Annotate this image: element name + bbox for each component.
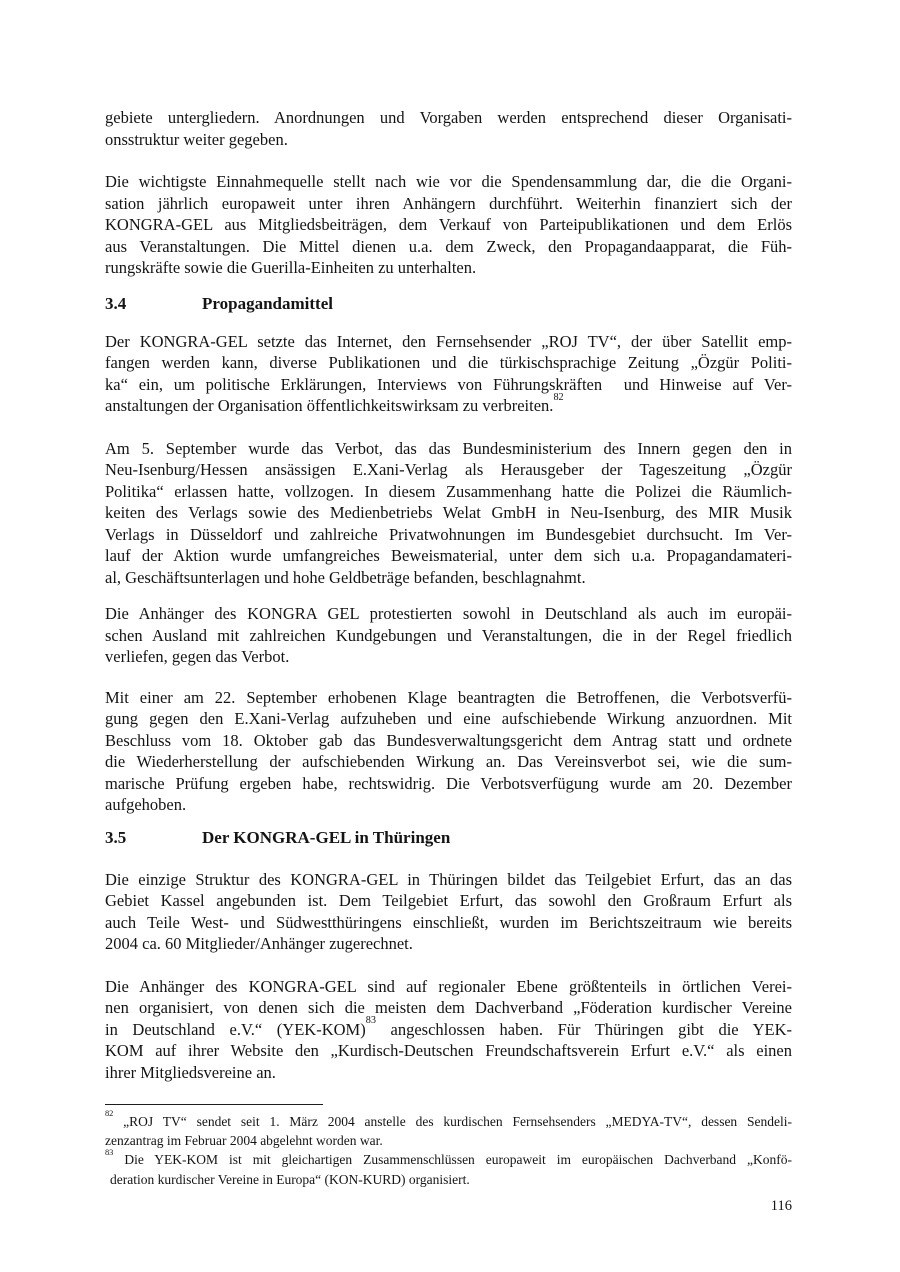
paragraph-continuation xyxy=(105,107,792,150)
section-heading-3-5 xyxy=(105,827,792,849)
text-line: Beschluss vom 18. Oktober gab das Bundesverwaltungsgericht dem Antrag statt und ordnete xyxy=(105,730,792,750)
text-line: ka“ ein, um politische Erklärungen, Interviews von Führungskräften und Hinweise auf Ver- xyxy=(105,374,792,394)
footnote-number: 83 xyxy=(105,1147,114,1157)
footnote-ref-83: 83 xyxy=(365,1015,376,1027)
paragraph-vereine xyxy=(105,976,792,1084)
paragraph-verbot xyxy=(105,438,792,589)
text-line: aus Veranstaltungen. Die Mittel dienen u.a. dem Zweck, den Propagandaapparat, die Füh- xyxy=(105,236,792,256)
footnote-82 xyxy=(105,1109,792,1150)
text-line: ihrer Mitgliedsvereine an. xyxy=(105,1062,276,1082)
paragraph-thueringen xyxy=(105,869,792,955)
text-line: marische Prüfung ergeben habe, rechtswidrig. Die Verbotsverfügung wurde am 20. Dezember xyxy=(105,773,792,793)
section-title: Der KONGRA-GEL in Thüringen xyxy=(202,827,451,847)
section-number: 3.5 xyxy=(105,827,127,847)
footnote-line: deration kurdischer Vereine in Europa“ (KON-KURD) organisiert. xyxy=(110,1171,470,1187)
paragraph-klage xyxy=(105,687,792,816)
text-line: Der KONGRA-GEL setzte das Internet, den Fernsehsender „ROJ TV“, der über Satellit emp- xyxy=(105,331,792,351)
footnote-line xyxy=(105,1147,792,1169)
text-line: nen organisiert, von denen sich die meisten dem Dachverband „Föderation kurdischer Vereine xyxy=(105,998,792,1017)
text-line: fangen werden kann, diverse Publikationen und die türkischsprachige Zeitung „Özgür Politi- xyxy=(105,353,792,372)
footnotes-section xyxy=(105,1109,792,1189)
line-text: angeschlossen haben. Für Thüringen gibt die YEK- xyxy=(375,1019,792,1039)
text-line: Die Anhänger des KONGRA GEL protestierten sowohl in Deutschland als auch im europäi- xyxy=(105,604,792,623)
text-line: keiten des Verlags sowie des Medienbetriebs Welat GmbH in Neu-Isenburg, des MIR Musik xyxy=(105,503,792,522)
text-line: schen Ausland mit zahlreichen Kundgebungen und Veranstaltungen, die in der Regel friedlich xyxy=(105,625,792,645)
text-line: sation jährlich europaweit unter ihren Anhängern durchführt. Weiterhin finanziert sich der xyxy=(105,193,792,213)
line-text: anstaltungen der Organisation öffentlichkeitswirksam zu verbreiten. xyxy=(105,396,554,415)
text-line: auch Teile West- und Südwestthüringens einschließt, wurden im Berichtszeitraum wie bereits xyxy=(105,912,792,932)
text-line: die Wiederherstellung der aufschiebenden Wirkung an. Das Vereinsverbot sei, wie die sum- xyxy=(105,752,792,771)
text-line: KONGRA-GEL aus Mitgliedsbeiträgen, dem Verkauf von Parteipublikationen und dem Erlös xyxy=(105,215,792,234)
text-line: onsstruktur weiter gegeben. xyxy=(105,129,288,149)
text-line: Die einzige Struktur des KONGRA-GEL in Thüringen bildet das Teilgebiet Erfurt, das an das xyxy=(105,869,792,889)
footnote-line: zenzantrag im Februar 2004 abgelehnt worden war. xyxy=(105,1133,383,1149)
text-line: gung gegen den E.Xani-Verlag aufzuheben und eine aufschiebende Wirkung anzuordnen. Mit xyxy=(105,709,792,728)
text-line: lauf der Aktion wurde umfangreiches Beweismaterial, unter dem sich u.a. Propagandamateri- xyxy=(105,546,792,565)
paragraph-lines xyxy=(105,1040,792,1083)
footnote-text: Die YEK-KOM ist mit gleichartigen Zusammenschlüssen europaweit im europäischen Dachverband „Konfö- xyxy=(113,1152,792,1168)
footnote-line xyxy=(105,1109,792,1131)
text-line: Die wichtigste Einnahmequelle stellt nach wie vor die Spendensammlung dar, die die Organi- xyxy=(105,172,792,191)
text-line: Die Anhänger des KONGRA-GEL sind auf regionaler Ebene größtenteils in örtlichen Verei- xyxy=(105,976,792,996)
section-number: 3.4 xyxy=(105,293,127,313)
footnote-separator xyxy=(105,1104,323,1105)
section-title: Propagandamittel xyxy=(202,293,333,313)
paragraph-funding xyxy=(105,171,792,279)
text-line: Gebiet Kassel angebunden ist. Dem Teilgebiet Erfurt, das sowohl den Großraum Erfurt als xyxy=(105,891,792,910)
text-line: aufgehoben. xyxy=(105,795,187,814)
paragraph-propaganda xyxy=(105,331,792,417)
text-line: KOM auf ihrer Website den „Kurdisch-Deutschen Freundschaftsverein Erfurt e.V.“ als einen xyxy=(105,1041,792,1060)
text-line: Mit einer am 22. September erhobenen Klage beantragten die Betroffenen, die Verbotsverfü- xyxy=(105,687,792,707)
text-line: Am 5. September wurde das Verbot, das das Bundesministerium des Innern gegen den in xyxy=(105,438,792,458)
paragraph-lines xyxy=(105,976,792,1019)
text-line: Neu-Isenburg/Hessen ansässigen E.Xani-Verlag als Herausgeber der Tageszeitung „Özgür xyxy=(105,460,792,479)
paragraph-lines xyxy=(105,331,792,396)
paragraph-proteste xyxy=(105,603,792,668)
text-line: Politika“ erlassen hatte, vollzogen. In diesem Zusammenhang hatte die Polizei die Räumlich- xyxy=(105,481,792,501)
page-number: 116 xyxy=(770,1197,792,1214)
line-text: in Deutschland e.V.“ (YEK-KOM) xyxy=(105,1019,366,1039)
footnote-text: „ROJ TV“ sendet seit 1. März 2004 anstelle des kurdischen Fernsehsenders „MEDYA-TV“, dessen Sendeli- xyxy=(113,1114,792,1129)
footnote-ref-82: 82 xyxy=(553,391,564,403)
text-line: al, Geschäftsunterlagen und hohe Geldbeträge befanden, beschlagnahmt. xyxy=(105,567,586,587)
paragraph-line xyxy=(105,391,792,417)
text-line: gebiete untergliedern. Anordnungen und Vorgaben werden entsprechend dieser Organisati- xyxy=(105,108,792,127)
footnote-83 xyxy=(105,1147,792,1188)
paragraph-line xyxy=(105,1015,792,1041)
footnote-number: 82 xyxy=(105,1109,114,1119)
page-body xyxy=(105,107,792,1215)
section-heading-3-4 xyxy=(105,293,792,315)
text-line: rungskräfte sowie die Guerilla-Einheiten zu unterhalten. xyxy=(105,258,477,277)
text-line: 2004 ca. 60 Mitglieder/Anhänger zugerechnet. xyxy=(105,934,413,953)
text-line: Verlags in Düsseldorf und zahlreiche Privatwohnungen im Bundesgebiet durchsucht. Im Ver- xyxy=(105,524,792,544)
text-line: verliefen, gegen das Verbot. xyxy=(105,647,290,666)
